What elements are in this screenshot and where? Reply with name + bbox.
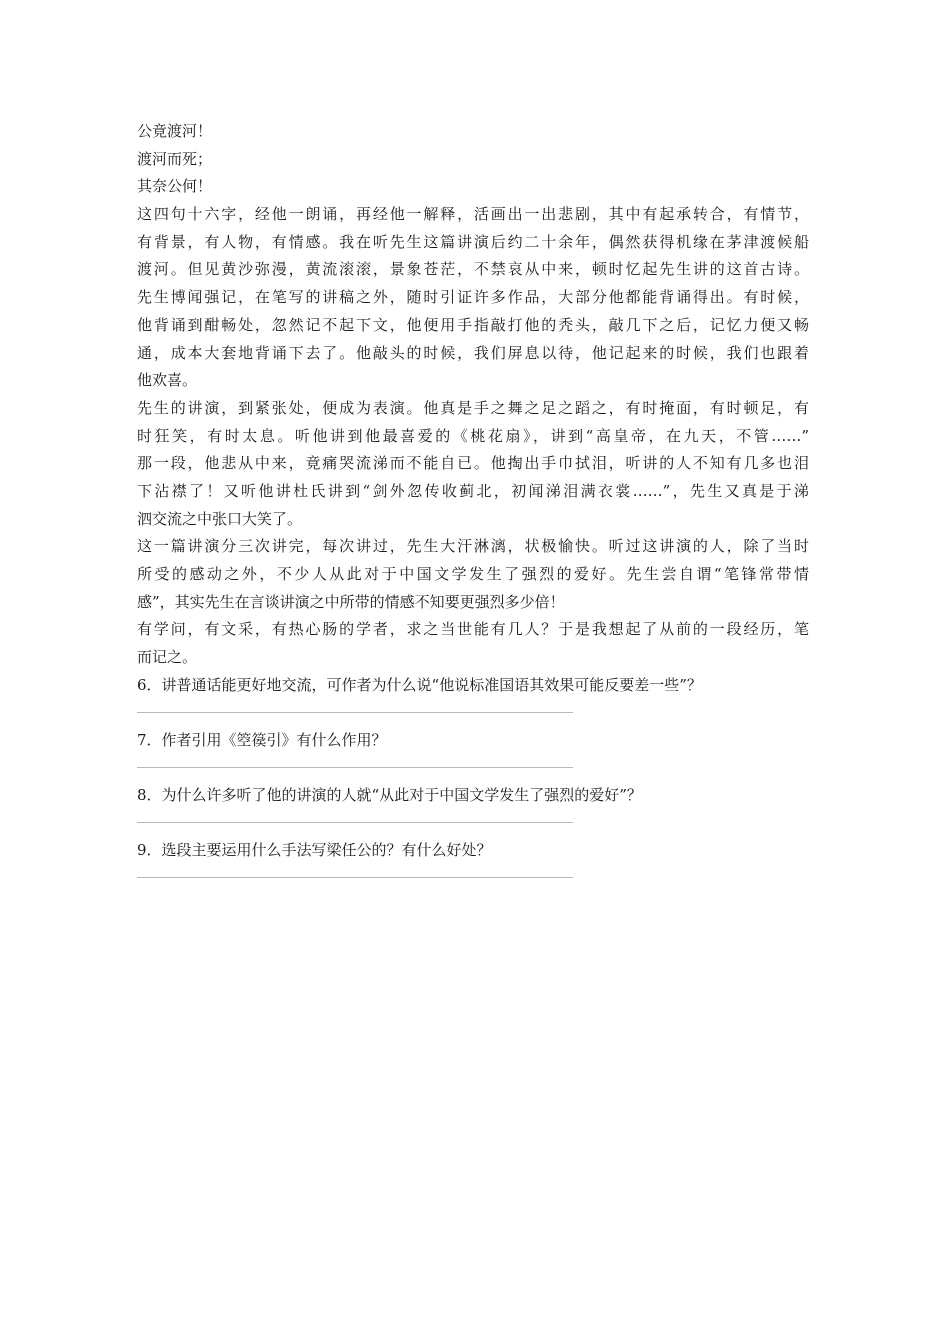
poem-line: 其奈公何！: [137, 177, 213, 196]
question-text: 6．讲普通话能更好地交流，可作者为什么说“他说标准国语其效果可能反要差一些”？: [137, 675, 702, 694]
paragraph: [137, 616, 809, 671]
paragraph-line: 时狂笑，有时太息。听他讲到他最喜爱的《桃花扇》，讲到“高皇帝，在九天，不管……”: [137, 426, 809, 445]
paragraph-line: 有背景，有人物，有情感。我在听先生这篇讲演后约二十余年，偶然获得机缘在茅津渡候船: [137, 232, 809, 251]
answer-line[interactable]: [137, 822, 573, 823]
paragraph-line: 先生的讲演，到紧张处，便成为表演。他真是手之舞之足之蹈之，有时掩面，有时顿足，有: [137, 398, 809, 417]
paragraph-line: 这四句十六字，经他一朗诵，再经他一解释，活画出一出悲剧，其中有起承转合，有情节，: [137, 205, 809, 224]
paragraph-line: 渡河。但见黄沙弥漫，黄流滚滚，景象苍茫，不禁哀从中来，顿时忆起先生讲的这首古诗。: [137, 260, 809, 279]
paragraph-line: 泗交流之中张口大笑了。: [137, 509, 303, 528]
question-text: 8．为什么许多听了他的讲演的人就“从此对于中国文学发生了强烈的爱好”？: [137, 785, 642, 804]
paragraph-line: 通，成本大套地背诵下去了。他敲头的时候，我们屏息以待，他记起来的时候，我们也跟着: [137, 343, 809, 362]
question-text: 7．作者引用《箜篌引》有什么作用？: [137, 730, 387, 749]
poem-line: 公竟渡河！: [137, 122, 213, 140]
paragraph-line: 感”，其实先生在言谈讲演之中所带的情感不知要更强烈多少倍！: [137, 592, 565, 611]
answer-line[interactable]: [137, 767, 573, 768]
paragraph-line: 他背诵到酣畅处，忽然记不起下文，他便用手指敲打他的秃头，敲几下之后，记忆力便又畅: [137, 315, 809, 334]
answer-line[interactable]: [137, 712, 573, 713]
paragraph: [137, 201, 809, 284]
paragraph-line: 有学问，有文采，有热心肠的学者，求之当世能有几人？于是我想起了从前的一段经历，笔: [137, 620, 809, 639]
paragraph-line: 所受的感动之外，不少人从此对于中国文学发生了强烈的爱好。先生尝自谓“笔锋常带情: [137, 565, 809, 583]
paragraph-line: 而记之。: [137, 648, 198, 667]
paragraph-line: 那一段，他悲从中来，竟痛哭流涕而不能自已。他掏出手巾拭泪，听讲的人不知有几多也泪: [137, 454, 809, 473]
paragraph-line: 这一篇讲演分三次讲完，每次讲过，先生大汗淋漓，状极愉快。听过这讲演的人，除了当时: [137, 537, 809, 556]
paragraph: [137, 395, 809, 533]
document-body: [137, 118, 809, 892]
paragraph-line: 先生博闻强记，在笔写的讲稿之外，随时引证许多作品，大部分他都能背诵得出。有时候，: [137, 288, 809, 307]
answer-line[interactable]: [137, 877, 573, 878]
poem-line: 渡河而死；: [137, 149, 213, 168]
paragraph-line: 他欢喜。: [137, 371, 198, 390]
paragraph: [137, 284, 809, 395]
paragraph: [137, 533, 809, 616]
paragraph-line: 下沾襟了！又听他讲杜氏讲到“剑外忽传收蓟北，初闻涕泪满衣裳……”，先生又真是于涕: [137, 481, 809, 500]
poem-excerpt: [137, 118, 809, 201]
question-list: [137, 672, 809, 878]
question-text: 9．选段主要运用什么手法写梁任公的？有什么好处？: [137, 840, 492, 859]
